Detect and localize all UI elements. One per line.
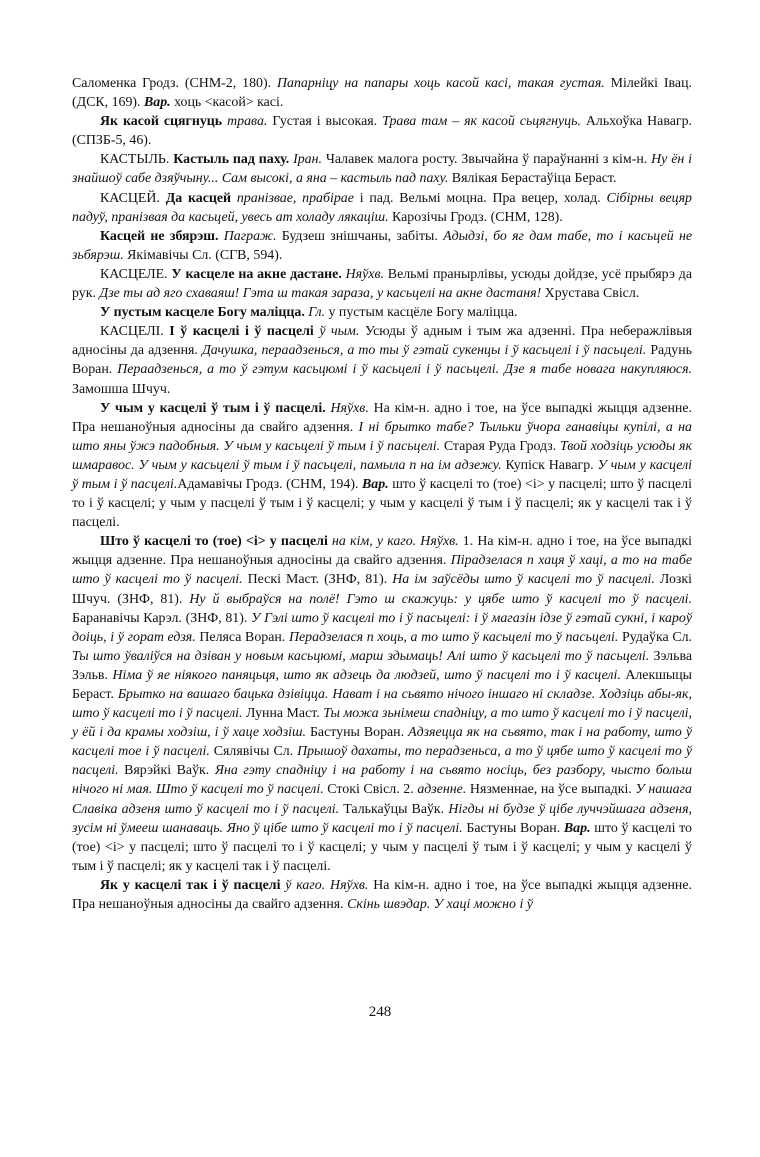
dictionary-paragraph <box>72 322 692 398</box>
italic-text: Ну ён і знайшоў сабе дзяўчыну... Сам высокі, а яна – кастыль пад паху. <box>72 152 693 187</box>
plain-text: і пад. Вельмі моцна. Пра вецер, холад. <box>353 190 607 206</box>
dictionary-paragraph <box>72 303 692 322</box>
italic-text: Дзе ты ад яго схаваяш! Гэта ш такая зараза, у касьцелі на акне дастаня! <box>99 286 542 302</box>
plain-text: 1. На кім-н. адно і тое, на ўсе выпадкі жыцця адзенне. Пра нешаноўныя адносіны да свайго адзення. <box>72 534 693 569</box>
italic-text: Ну й выбраўся на полё! Гэто ш скажуць: у цябе што ў касцелі то ў пасцелі. <box>189 591 692 607</box>
plain-text: Густая і высокая. <box>267 114 383 130</box>
plain-text: КАСТЫЛЬ. <box>100 152 174 168</box>
italic-text: На ім заўсёды што ў касцелі то ў пасцелі. <box>392 572 655 588</box>
plain-text: Усюды ў адным і тым жа адзенні. Пра неберажлівыя адносіны да адзення. <box>72 324 693 359</box>
dictionary-paragraph <box>72 532 692 876</box>
italic-text: трава. <box>222 114 268 130</box>
dictionary-paragraph <box>72 876 692 914</box>
plain-text: Лунна Маст. <box>242 706 324 722</box>
dictionary-paragraph <box>72 74 692 112</box>
italic-text: Нігды ні будзе ў цібе луччэйшага адзеня, зусім ні ўмееш шанаваць. Яно ў цібе што ў касцелі то і ў пасцелі. <box>72 801 693 836</box>
italic-text: Перадзелася п хоць, а то што ў касьцелі то ў пасьцелі. <box>288 629 619 645</box>
italic-text: У Гэлі што ў касцелі то і ў пасьцелі: і ў магазін ідзе ў гэтай сукні, і кароў доіць, і ў горат едзя. <box>72 610 693 645</box>
dictionary-paragraph <box>72 150 692 188</box>
plain-text: Замошша Шчуч. <box>72 381 171 397</box>
italic-text: І ні брытко табе? Тыльки ўчора ганавіцы купілі, а на што яны ўжэ падобныя. У чым у касьцелі ў тым і ў пасьцелі. <box>72 419 692 454</box>
headword-phrase: Кастыль пад паху. <box>173 152 290 168</box>
plain-text: Адамавічы Гродз. (СНМ, 194). <box>177 476 362 492</box>
plain-text: Пеляса Воран. <box>195 629 289 645</box>
plain-text: КАСЦЕЛЕ. <box>100 266 172 282</box>
italic-text: Скінь швэдар. У хаці можно і ў <box>347 897 533 913</box>
italic-text: Паграж. <box>218 228 277 244</box>
plain-text: Бастуны Воран. <box>305 725 409 741</box>
italic-text: адзенне. <box>417 782 467 798</box>
plain-text: Сялявічы Сл. <box>209 744 298 760</box>
italic-text: ў чым. <box>313 324 360 340</box>
plain-text: Пескі Маст. (ЗНФ, 81). <box>242 572 393 588</box>
italic-text: Твой ходзіць усюды як шмаравос. У чым у касьцелі ў тым і ў пасьцелі, памыла п на ім адзежу. <box>72 438 693 473</box>
italic-text: на кім, у каго. Няўхв. <box>327 534 459 550</box>
plain-text: Карозічы Гродз. (СНМ, 128). <box>388 209 563 225</box>
plain-text: Купіск Навагр. <box>501 457 598 473</box>
italic-text: Дачушка, пераадзенься, а то ты ў гэтай сукенцы і ў касьцелі і ў пасьцелі. <box>201 343 647 359</box>
variant-label: Вар. <box>563 820 591 836</box>
plain-text: Лозкі Шчуч. (ЗНФ, 81). <box>72 572 692 607</box>
italic-text: Гл. <box>304 305 325 321</box>
plain-text: Альхоўка Навагр. (СПЗБ-5, 46). <box>72 114 693 149</box>
italic-text: Пірадзелася п хаця ў хаці, а то на табе што ў касцелі то ў пасцелі. <box>72 553 693 588</box>
plain-text: Нязменнае, на ўсе выпадкі. <box>466 782 636 798</box>
headword-phrase: Касцей не збярэш. <box>100 228 219 244</box>
plain-text: Зэльва Зэльв. <box>72 648 692 683</box>
headword-phrase: Што ў касцелі то (тое) <і> у пасцелі <box>100 534 328 550</box>
plain-text: Чалавек малога росту. Звычайна ў параўнанні з кім-н. <box>321 152 652 168</box>
italic-text: Брытко на вашаго бацька дзівіцца. Нават і на сьвято нічого іншаго ні складзе. Ходзіць абы-як, што ў касцелі то і ў пасцелі. <box>72 687 692 722</box>
plain-text: На кім-н. адно і тое, на ўсе выпадкі жыцця адзенне. Пра нешаноўныя адносіны да свайго адзення. <box>72 400 692 435</box>
plain-text: Вельмі пранырлівы, усюды дойдзе, усё прыбярэ да рук. <box>72 266 692 302</box>
headword-phrase: Як у касцелі так і ў пасцелі <box>100 877 281 893</box>
italic-text: Яна гэту спадніцу і на работу і на сьвято носіць, без разбору, чысто больш нічого ні мая. Што ў касцелі то ў пасцелі. <box>72 763 692 798</box>
headword-phrase: Як касой сцягнуць <box>100 114 223 130</box>
italic-text: У нашага Славіка адзеня што ў касцелі то і ў пасцелі. <box>72 782 692 817</box>
plain-text: КАСЦЕЛІ. <box>100 324 170 340</box>
italic-text: Ты што ўваліўся на дзіван у новым касьцюмі, марш здымаць! Алі што ў касьцелі то ў пасьцелі. <box>72 648 650 664</box>
italic-text: Німа ў яе ніякого паняцьця, што як адзець да людзей, што ў пасцелі то і ў касцелі. <box>112 667 621 683</box>
plain-text: На кім-н. адно і тое, на ўсе выпадкі жыцця адзенне. Пра нешаноўныя адносіны да свайго адзення. <box>72 877 692 913</box>
plain-text: КАСЦЕЙ. <box>100 190 166 206</box>
plain-text: Мілейкі Івац. (ДСК, 169). <box>72 76 692 111</box>
plain-text: у пустым касцёле Богу маліцца. <box>325 305 518 321</box>
plain-text: Стокі Свісл. 2. <box>323 782 418 798</box>
dictionary-paragraph <box>72 227 692 265</box>
italic-text: Сібірны вецяр падуў, пранізвая да касьцей, увесь ат холаду лякаціш. <box>72 190 692 225</box>
plain-text: Будзеш знішчаны, забіты. <box>276 228 444 244</box>
italic-text: У чым у касцелі ў тым і ў пасцелі. <box>72 457 692 492</box>
italic-text: ў каго. Няўхв. <box>280 877 369 893</box>
headword-phrase: У касцеле на акне дастане. <box>171 266 342 282</box>
plain-text: Рудаўка Сл. <box>618 629 692 645</box>
plain-text: хоць <касой> касі. <box>170 95 284 111</box>
plain-text: Саломенка Гродз. (СНМ-2, 180). <box>72 76 277 91</box>
page-number: 248 <box>368 1004 392 1020</box>
plain-text: Якімавічы Сл. (СГВ, 594). <box>123 247 283 263</box>
italic-text: Прышоў дахаты, то перадзеньса, а то ў цябе што ў касцелі то ў пасцелі. <box>72 744 692 779</box>
plain-text: Талькаўцы Ваўк. <box>339 801 449 817</box>
plain-text: Радунь Воран. <box>72 343 692 378</box>
plain-text: Алекшыцы Бераст. <box>72 667 692 702</box>
plain-text: Бастуны Воран. <box>462 820 564 836</box>
dictionary-paragraph <box>72 399 692 533</box>
dictionary-paragraph <box>72 112 692 150</box>
italic-text: пранізвае, прабірае <box>231 190 354 206</box>
italic-text: Адзяецца як на сьвято, так і на работу, што ў касцелі тое і ў пасцелі. <box>72 725 692 760</box>
dictionary-paragraph <box>72 265 692 303</box>
plain-text: што ў касцелі то (тое) <і> у пасцелі; што ў пасцелі то і ў касцелі; у чым у пасцелі ў тым і ў касцелі; у чым у касцелі ў тым і ў пасцелі; як у касцелі так і ў пасцелі. <box>72 820 692 874</box>
italic-text: Папарніцу на папары хоць касой касі, такая густая. <box>276 76 605 91</box>
plain-text: Вялікая Берастаўіца Бераст. <box>448 171 617 187</box>
headword-phrase: Да касцей <box>165 190 232 206</box>
headword-phrase: У чым у касцелі ў тым і ў пасцелі. <box>100 400 326 416</box>
italic-text: Ты можа зьнімеш спадніцу, а то што ў касцелі то і ў пасцелі, у ёй і да крамы ходзіш, і ў хаце ходзіш. <box>72 706 692 741</box>
variant-label: Вар. <box>143 95 171 111</box>
dictionary-text <box>72 74 692 914</box>
variant-label: Вар. <box>361 476 389 492</box>
plain-text: Хрустава Свісл. <box>541 286 640 302</box>
plain-text: што ў касцелі то (тое) <і> у пасцелі; што ў пасцелі то і ў касцелі; у чым у пасцелі ў тым і ў касцелі; у чым у касцелі ў тым і ў пасцелі; як у касцелі так і ў пасцелі. <box>72 476 692 531</box>
dictionary-paragraph <box>72 189 692 227</box>
italic-text: Пераадзенься, а то ў гэтум касьцюмі і ў касьцелі і ў пасьцелі. Дзе я табе новага накупляюся. <box>117 362 692 378</box>
plain-text: Вярэйкі Ваўк. <box>118 763 215 779</box>
headword-phrase: І ў касцелі і ў пасцелі <box>169 324 314 340</box>
italic-text: Няўхв. <box>341 266 384 282</box>
plain-text: Баранавічы Карэл. (ЗНФ, 81). <box>72 610 252 626</box>
plain-text: Старая Руда Гродз. <box>440 438 561 454</box>
italic-text: Адыдзі, бо яг дам табе, то і касьцей не зьбярэш. <box>72 228 693 263</box>
headword-phrase: У пустым касцеле Богу маліцца. <box>100 305 305 321</box>
italic-text: Трава там – як касой сьцягнуць. <box>382 114 581 130</box>
italic-text: Няўхв. <box>325 400 369 416</box>
italic-text: Іран. <box>289 152 322 168</box>
